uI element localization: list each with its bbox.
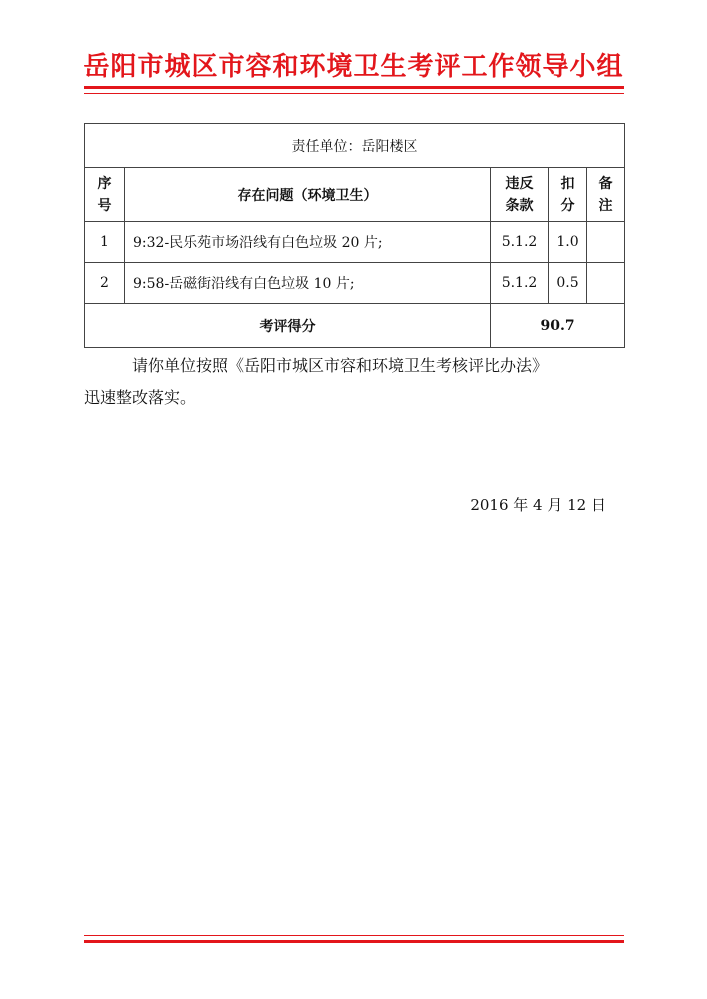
- row-deduct: 0.5: [549, 263, 587, 304]
- unit-row: [85, 124, 625, 168]
- col-header-deduct: [549, 168, 587, 222]
- issue-date: 2016 年 4 月 12 日: [470, 496, 606, 514]
- footer-rule-thin: [84, 935, 624, 936]
- row-issue: 9:58-岳磁街沿线有白色垃圾 10 片;: [125, 263, 491, 304]
- col-header-remark-line2: 注: [598, 197, 613, 214]
- row-seq: 1: [85, 222, 125, 263]
- row-issue: 9:32-民乐苑市场沿线有白色垃圾 20 片;: [125, 222, 491, 263]
- row-deduct: 1.0: [549, 222, 587, 263]
- header-rule-thin: [84, 93, 624, 94]
- col-header-deduct-line1: 扣: [560, 175, 575, 192]
- col-header-deduct-line2: 分: [560, 197, 575, 214]
- header-row: [85, 168, 625, 222]
- row-remark: [587, 263, 625, 304]
- table-row: [85, 263, 625, 304]
- row-clause: 5.1.2: [491, 222, 549, 263]
- row-remark: [587, 222, 625, 263]
- responsible-unit: 责任单位：岳阳楼区: [85, 124, 625, 168]
- page-title: 岳阳市城区市容和环境卫生考评工作领导小组: [83, 52, 624, 82]
- col-header-remark-line1: 备: [598, 175, 613, 192]
- report-table: [84, 123, 625, 348]
- col-header-remark: [587, 168, 625, 222]
- table-row: [85, 222, 625, 263]
- score-label: 考评得分: [85, 304, 491, 348]
- score-row: [85, 304, 625, 348]
- col-header-issue: 存在问题（环境卫生）: [125, 168, 491, 222]
- col-header-clause: [491, 168, 549, 222]
- header-rule-thick: [84, 86, 624, 89]
- instruction-line-1: 请你单位按照《岳阳市城区市容和环境卫生考核评比办法》: [132, 356, 549, 375]
- footer-rule-thick: [84, 940, 624, 943]
- row-clause: 5.1.2: [491, 263, 549, 304]
- col-header-clause-line1: 违反: [505, 175, 534, 192]
- col-header-seq: [85, 168, 125, 222]
- col-header-seq-line2: 号: [97, 197, 112, 214]
- col-header-seq-line1: 序: [97, 175, 112, 192]
- col-header-clause-line2: 条款: [505, 197, 534, 214]
- row-seq: 2: [85, 263, 125, 304]
- score-value: 90.7: [491, 304, 625, 348]
- instruction-line-2: 迅速整改落实。: [84, 388, 197, 407]
